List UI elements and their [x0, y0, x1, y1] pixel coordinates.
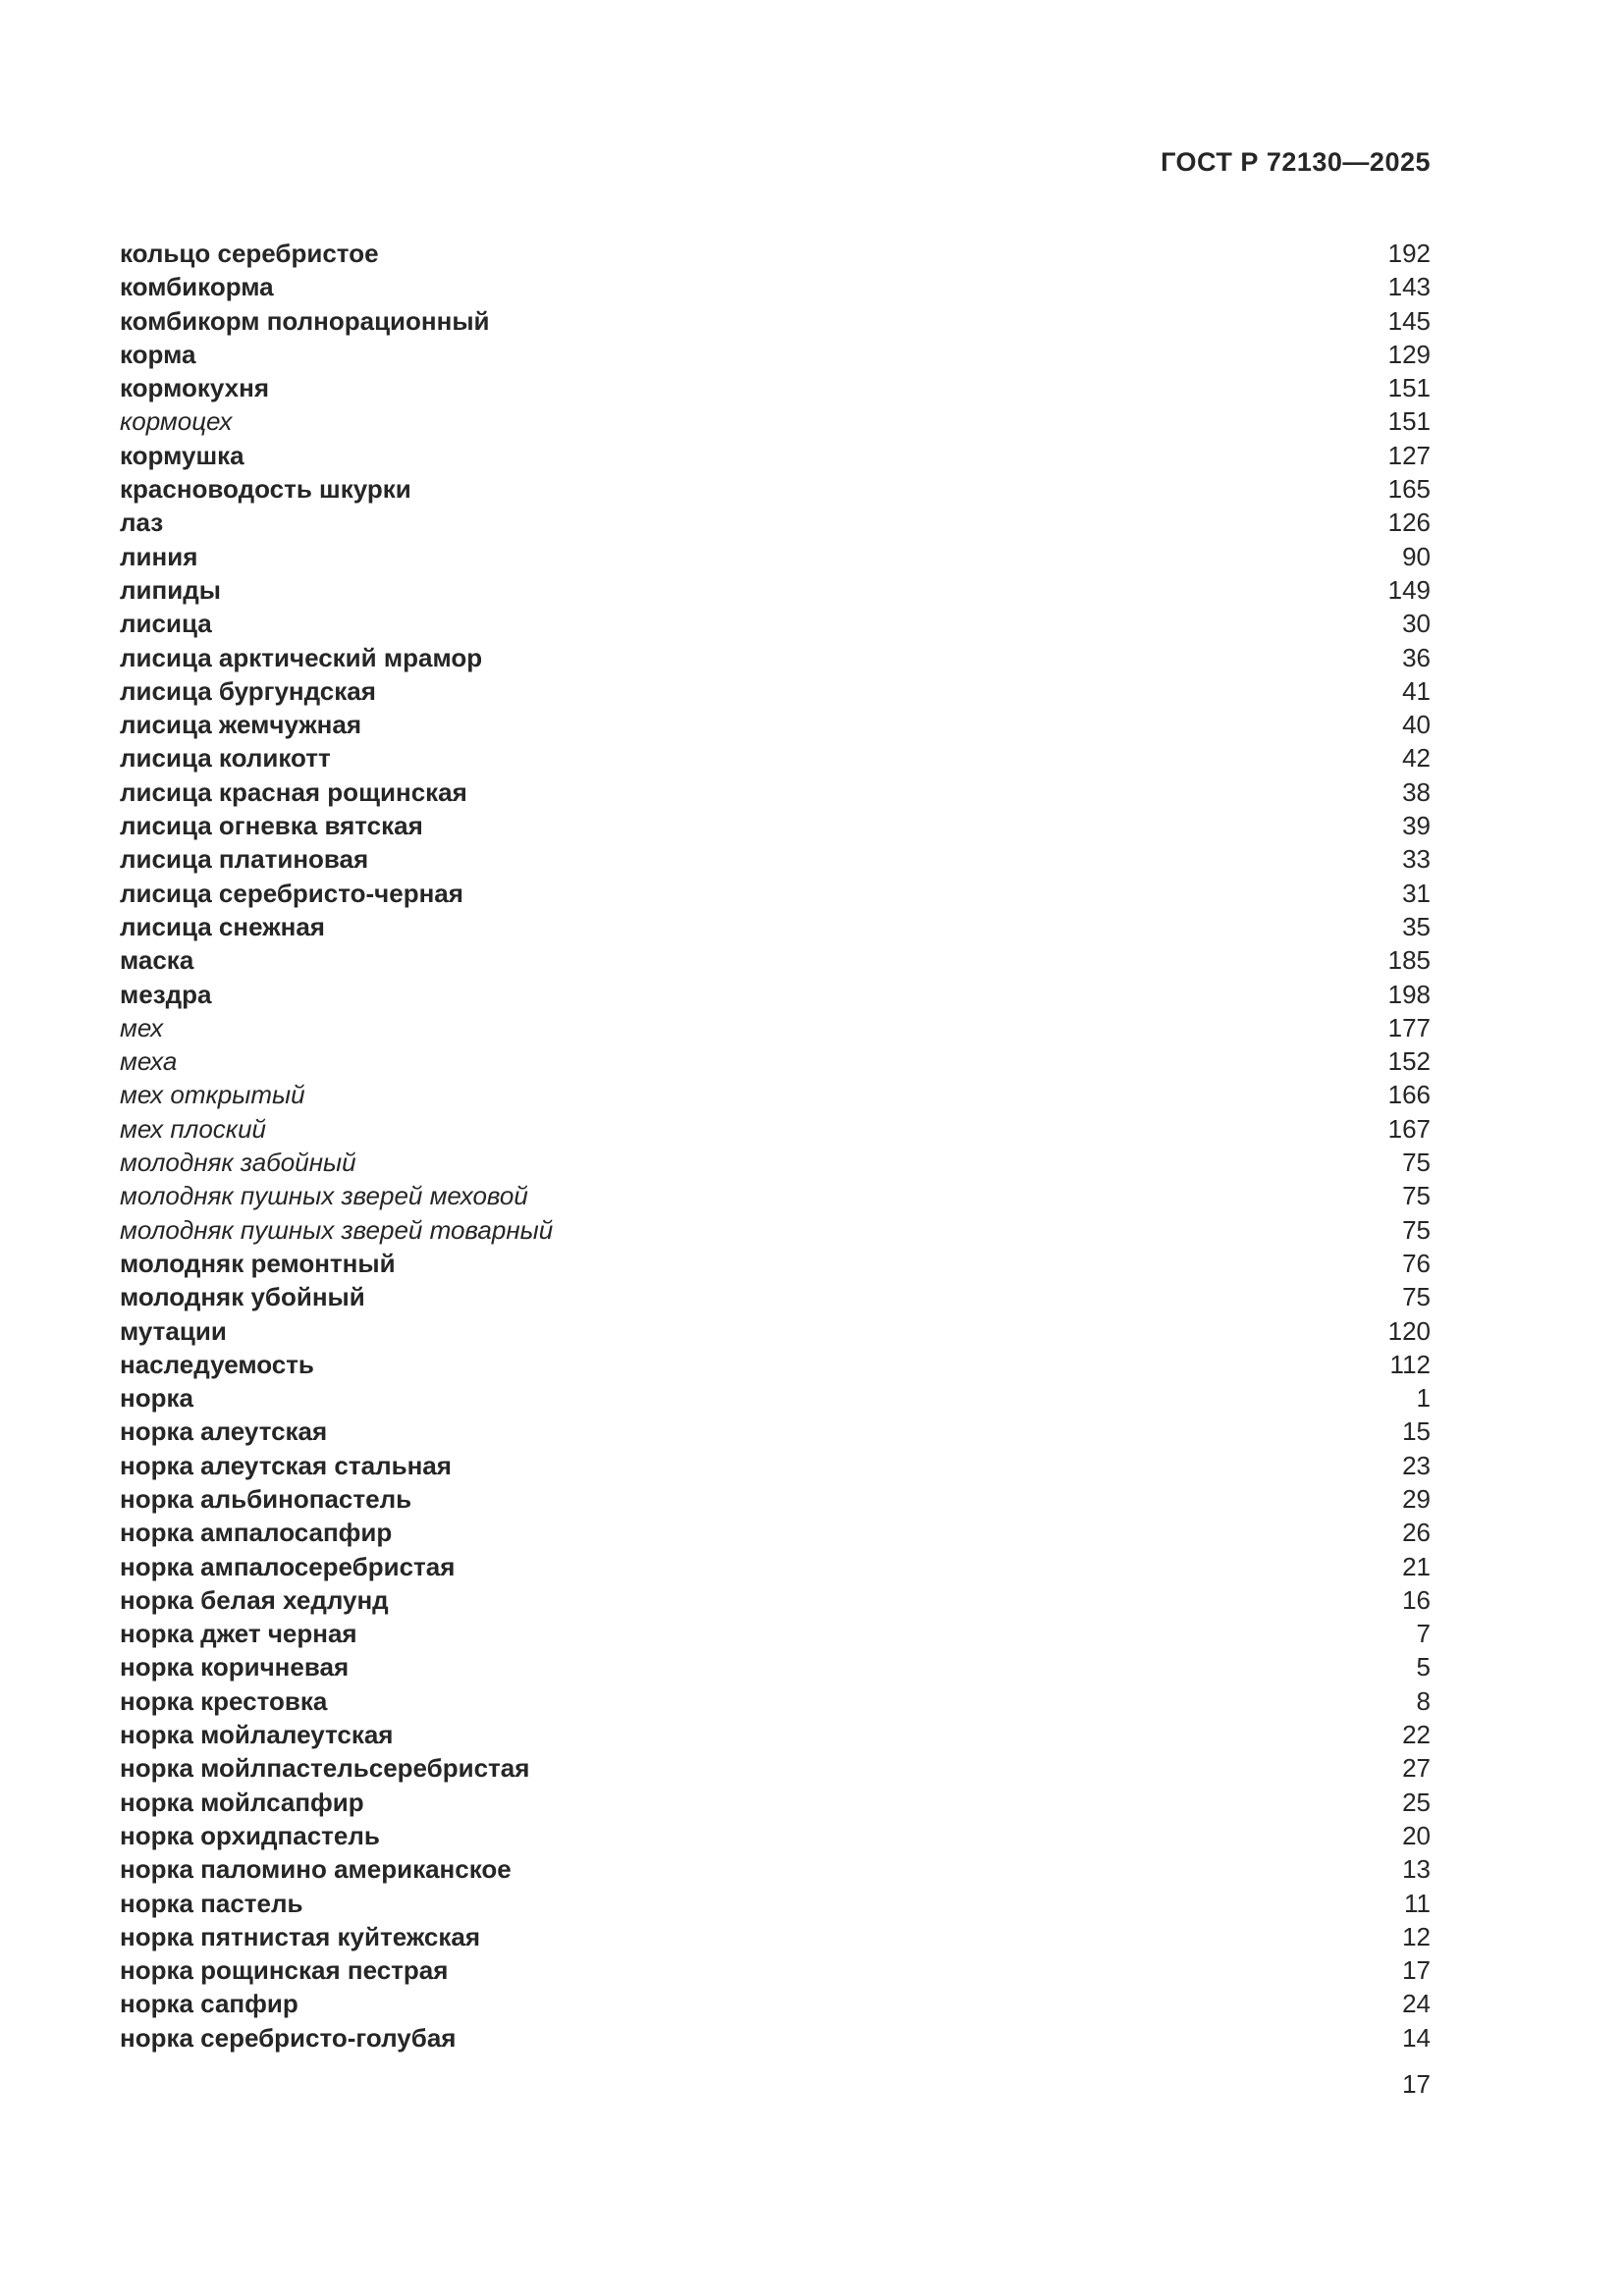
- index-page-number: 36: [1402, 642, 1431, 672]
- index-term: наследуемость: [120, 1349, 314, 1379]
- index-row: [120, 1686, 1431, 1720]
- index-term: лисица красная рощинская: [120, 776, 467, 807]
- index-page-number: 185: [1387, 945, 1431, 976]
- index-row: [120, 1416, 1431, 1450]
- index-page-number: 24: [1402, 1989, 1431, 2019]
- index-page-number: 1: [1416, 1383, 1431, 1414]
- index-row: [120, 373, 1431, 406]
- index-page-number: 40: [1402, 710, 1431, 740]
- index-page-number: 177: [1387, 1012, 1431, 1042]
- index-row: [120, 777, 1431, 811]
- index-term: норка ампалосапфир: [120, 1518, 393, 1548]
- index-row: [120, 575, 1431, 609]
- index-page-number: 152: [1387, 1046, 1431, 1077]
- index-term: норка джет черная: [120, 1619, 357, 1649]
- index-term: кормоцех: [120, 406, 233, 437]
- index-page-number: 192: [1387, 239, 1431, 268]
- index-page-number: 143: [1387, 272, 1431, 302]
- index-page-number: 75: [1402, 1181, 1431, 1211]
- index-row: [120, 1484, 1431, 1518]
- index-row: [120, 945, 1431, 979]
- index-term: кормокухня: [120, 373, 269, 403]
- index-page-number: 151: [1387, 406, 1431, 437]
- index-term: норка алеутская стальная: [120, 1450, 452, 1480]
- index-term: норка мойлалеутская: [120, 1720, 394, 1750]
- index-term: норка альбинопастель: [120, 1483, 412, 1514]
- index-row: [120, 1114, 1431, 1148]
- index-term: молодняк ремонтный: [120, 1248, 396, 1278]
- index-row: [120, 542, 1431, 575]
- index-term: норка: [120, 1383, 193, 1414]
- index-page-number: 41: [1402, 675, 1431, 706]
- index-row: [120, 1652, 1431, 1685]
- index-term: норка ампалосеребристая: [120, 1551, 456, 1581]
- index-page-number: 38: [1402, 776, 1431, 807]
- index-row: [120, 1989, 1431, 2022]
- index-page-number: 12: [1402, 1921, 1431, 1951]
- index-row: [120, 1080, 1431, 1113]
- index-term: молодняк убойный: [120, 1282, 365, 1312]
- index-row: [120, 1350, 1431, 1383]
- index-page-number: 16: [1402, 1584, 1431, 1615]
- index-term: маска: [120, 945, 194, 976]
- index-page-number: 29: [1402, 1483, 1431, 1514]
- index-page-number: 39: [1402, 811, 1431, 841]
- index-row: [120, 2023, 1431, 2056]
- index-row: [120, 1215, 1431, 1249]
- page-number-footer: 17: [1402, 2069, 1431, 2099]
- index-term: корма: [120, 339, 196, 369]
- index-page-number: 21: [1402, 1551, 1431, 1581]
- index-page-number: 23: [1402, 1450, 1431, 1480]
- index-term: лисица коликотт: [120, 743, 331, 774]
- index-row: [120, 844, 1431, 878]
- index-row: [120, 406, 1431, 440]
- index-page-number: 112: [1389, 1349, 1431, 1379]
- standard-designation-header: ГОСТ Р 72130—2025: [1161, 147, 1431, 177]
- index-page-number: 165: [1387, 474, 1431, 505]
- index-row: [120, 609, 1431, 642]
- index-term: лисица снежная: [120, 911, 325, 941]
- index-row: [120, 1249, 1431, 1282]
- index-row: [120, 1518, 1431, 1551]
- index-page-number: 129: [1387, 339, 1431, 369]
- index-term: красноводость шкурки: [120, 474, 411, 505]
- index-page-number: 17: [1402, 1955, 1431, 1986]
- index-row: [120, 980, 1431, 1013]
- index-row: [120, 1922, 1431, 1955]
- index-page-number: 75: [1402, 1148, 1431, 1178]
- index-page-number: 198: [1387, 979, 1431, 1009]
- index-row: [120, 239, 1431, 272]
- index-page-number: 145: [1387, 305, 1431, 336]
- index-term: молодняк пушных зверей меховой: [120, 1181, 528, 1211]
- index-row: [120, 474, 1431, 507]
- index-row: [120, 1585, 1431, 1619]
- index-row: [120, 441, 1431, 474]
- index-page-number: 20: [1402, 1820, 1431, 1850]
- index-term: норка мойлпастельсеребристая: [120, 1753, 530, 1784]
- index-term: липиды: [120, 574, 221, 605]
- index-page-number: 14: [1402, 2022, 1431, 2053]
- index-row: [120, 272, 1431, 305]
- index-page-number: 25: [1402, 1787, 1431, 1817]
- index-term: норка серебристо-голубая: [120, 2022, 457, 2053]
- index-row: [120, 340, 1431, 373]
- index-page-number: 27: [1402, 1753, 1431, 1784]
- index-page-number: 166: [1387, 1080, 1431, 1110]
- index-row: [120, 1181, 1431, 1214]
- index-page-number: 8: [1416, 1685, 1431, 1716]
- index-term: кормушка: [120, 440, 244, 470]
- index-row: [120, 912, 1431, 945]
- index-page-number: 42: [1402, 743, 1431, 774]
- index-term: лисица серебристо-черная: [120, 878, 463, 908]
- index-term: норка крестовка: [120, 1685, 328, 1716]
- index-row: [120, 676, 1431, 710]
- index-term: кольцо серебристое: [120, 239, 379, 268]
- index-row: [120, 1619, 1431, 1652]
- index-page-number: 126: [1387, 507, 1431, 538]
- index-row: [120, 1046, 1431, 1080]
- index-term: норка сапфир: [120, 1989, 298, 2019]
- index-term: молодняк пушных зверей товарный: [120, 1214, 554, 1245]
- index-term: комбикорма: [120, 272, 274, 302]
- index-term: комбикорм полнорационный: [120, 305, 490, 336]
- index-page-number: 30: [1402, 609, 1431, 639]
- index-row: [120, 743, 1431, 776]
- index-term: норка коричневая: [120, 1652, 350, 1682]
- index-row: [120, 1753, 1431, 1787]
- index-term: норка пятнистая куйтежская: [120, 1921, 481, 1951]
- index-term: мутации: [120, 1315, 227, 1346]
- index-row: [120, 1821, 1431, 1854]
- index-page-number: 90: [1402, 541, 1431, 571]
- index-page-number: 75: [1402, 1214, 1431, 1245]
- index-term: норка паломино американское: [120, 1854, 512, 1885]
- index-term: норка пастель: [120, 1888, 303, 1918]
- index-row: [120, 710, 1431, 743]
- index-row: [120, 879, 1431, 912]
- index-term: лисица огневка вятская: [120, 811, 423, 841]
- alphabetical-index-list: [120, 239, 1431, 2056]
- index-page-number: 149: [1387, 574, 1431, 605]
- index-row: [120, 1451, 1431, 1484]
- index-page-number: 120: [1387, 1315, 1431, 1346]
- index-page-number: 22: [1402, 1720, 1431, 1750]
- index-row: [120, 643, 1431, 676]
- index-row: [120, 1955, 1431, 1989]
- index-term: мех: [120, 1012, 164, 1042]
- index-term: лаз: [120, 507, 164, 538]
- index-page-number: 7: [1416, 1619, 1431, 1649]
- index-page-number: 127: [1387, 440, 1431, 470]
- index-page-number: 11: [1404, 1888, 1431, 1918]
- index-row: [120, 1316, 1431, 1350]
- index-page-number: 15: [1402, 1416, 1431, 1447]
- index-row: [120, 507, 1431, 541]
- index-row: [120, 1889, 1431, 1922]
- index-page-number: 35: [1402, 911, 1431, 941]
- index-term: мех плоский: [120, 1113, 266, 1144]
- index-term: норка орхидпастель: [120, 1820, 380, 1850]
- index-page-number: 167: [1387, 1113, 1431, 1144]
- index-row: [120, 1552, 1431, 1585]
- index-term: лисица платиновая: [120, 844, 369, 875]
- index-term: мех открытый: [120, 1080, 305, 1110]
- index-row: [120, 1720, 1431, 1753]
- index-term: норка алеутская: [120, 1416, 328, 1447]
- index-term: лисица арктический мрамор: [120, 642, 483, 672]
- index-row: [120, 1148, 1431, 1181]
- index-term: молодняк забойный: [120, 1148, 356, 1178]
- index-row: [120, 1013, 1431, 1046]
- index-page-number: 151: [1387, 373, 1431, 403]
- index-page-number: 75: [1402, 1282, 1431, 1312]
- index-term: норка рощинская пестрая: [120, 1955, 449, 1986]
- index-term: лисица: [120, 609, 212, 639]
- index-term: меха: [120, 1046, 178, 1077]
- index-row: [120, 1383, 1431, 1416]
- index-page-number: 13: [1402, 1854, 1431, 1885]
- index-page-number: 26: [1402, 1518, 1431, 1548]
- index-term: линия: [120, 541, 198, 571]
- index-page-number: 5: [1416, 1652, 1431, 1682]
- index-row: [120, 1282, 1431, 1315]
- index-row: [120, 306, 1431, 340]
- index-row: [120, 1854, 1431, 1888]
- index-term: норка мойлсапфир: [120, 1787, 364, 1817]
- index-row: [120, 1788, 1431, 1821]
- index-term: лисица жемчужная: [120, 710, 362, 740]
- index-page-number: 31: [1402, 878, 1431, 908]
- index-page-number: 33: [1402, 844, 1431, 875]
- index-row: [120, 811, 1431, 844]
- index-term: мездра: [120, 979, 212, 1009]
- index-term: лисица бургундская: [120, 675, 376, 706]
- index-term: норка белая хедлунд: [120, 1584, 389, 1615]
- index-page-number: 76: [1402, 1248, 1431, 1278]
